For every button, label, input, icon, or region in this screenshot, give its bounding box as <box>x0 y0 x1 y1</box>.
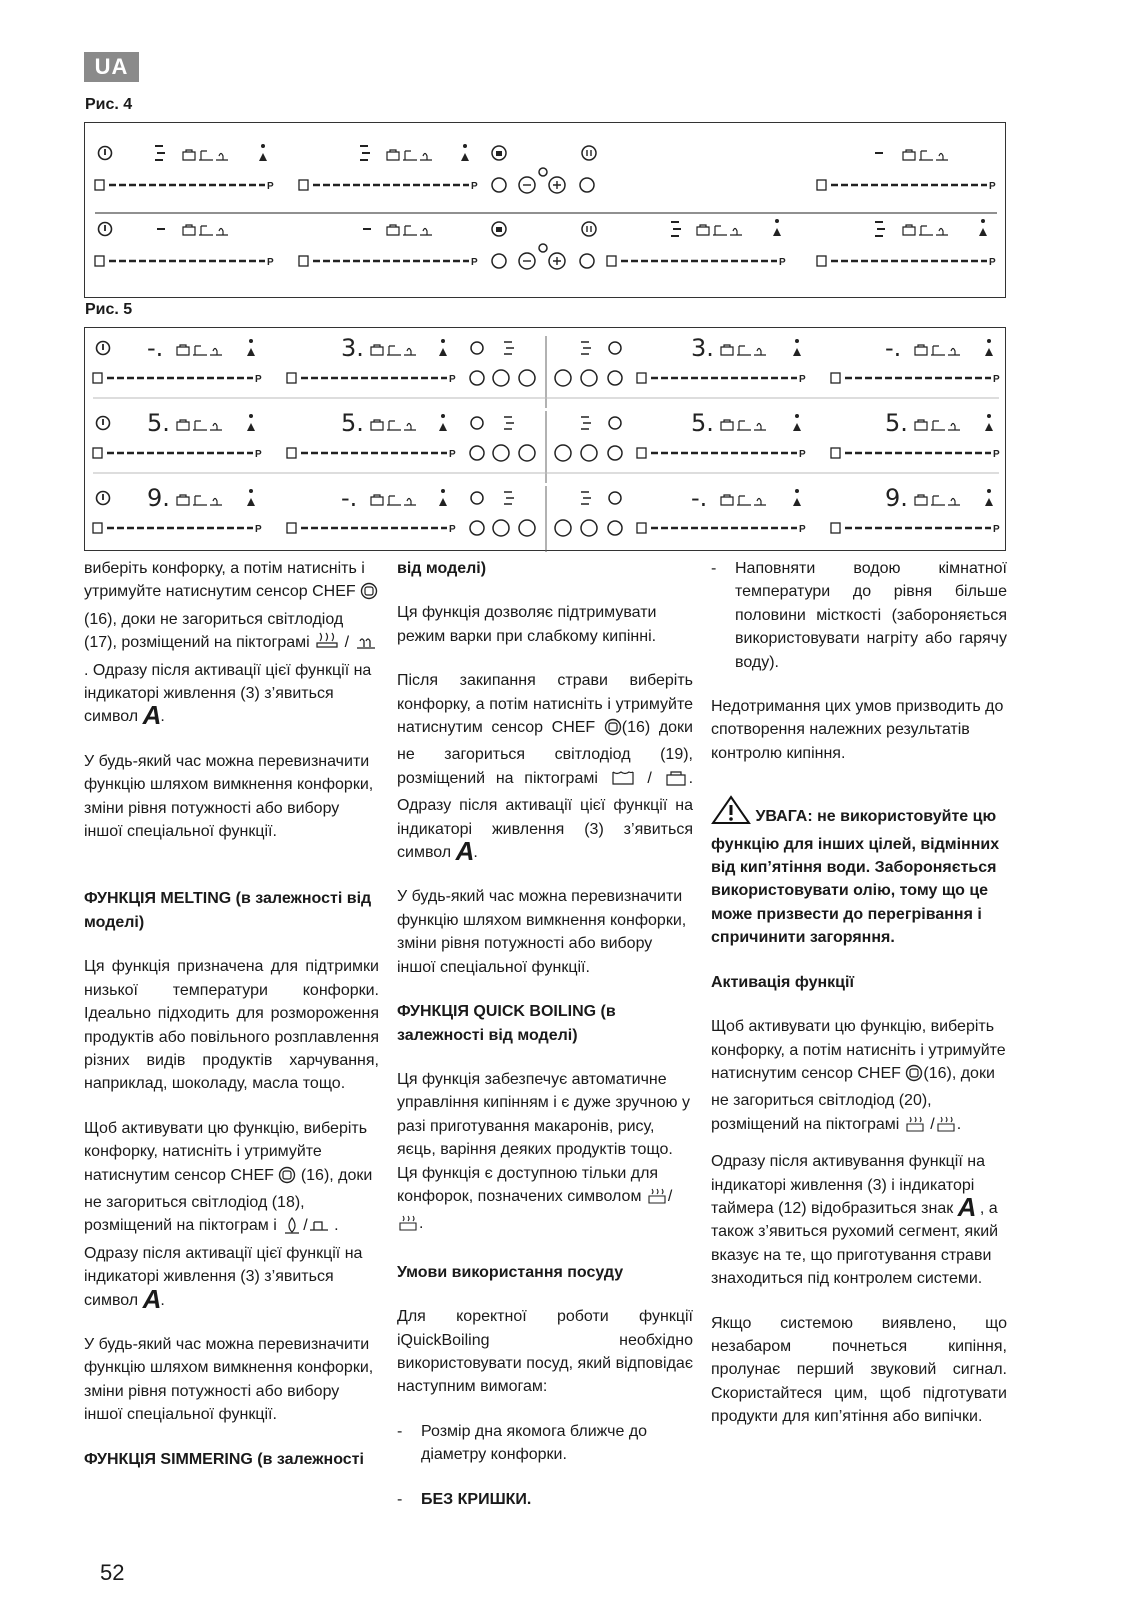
display-symbol-a: A <box>957 1191 976 1222</box>
zone-display: 5. <box>691 409 714 437</box>
melt-icon <box>216 229 228 236</box>
zone-display: 9. <box>885 484 908 512</box>
pan-icon <box>193 496 207 505</box>
timer-display <box>581 342 591 354</box>
page-number: 52 <box>100 1560 125 1585</box>
chef-sensor-icon <box>278 1166 296 1191</box>
zone-select-icon <box>637 448 646 458</box>
slider-p-label: P <box>449 374 456 385</box>
cookware-conditions-heading: Умови використання посуду <box>397 1263 624 1281</box>
pan-icon <box>931 346 945 355</box>
text: Одразу після активування функції на індикаторі живлення (3) і індикаторі таймера (12) відобразиться знак <box>711 1153 985 1217</box>
slider-p-label: P <box>255 524 262 535</box>
text: / <box>303 1217 308 1235</box>
melting-drop-icon <box>281 1216 303 1241</box>
text: Щоб активувати цю функцію, виберіть конфорку, а потім натисніть і утримуйте натиснутим сенсор CHEF <box>711 1018 1006 1082</box>
bullet-dash: - <box>711 560 717 577</box>
zone-select-icon <box>831 373 840 383</box>
pan-icon <box>199 226 213 235</box>
melt-icon <box>948 424 960 431</box>
melt-icon <box>210 349 222 356</box>
zone-select-icon <box>817 256 826 266</box>
boil-pot-icon <box>646 1187 668 1212</box>
booster-icon <box>439 498 447 506</box>
text-column-3 <box>711 557 1007 1450</box>
simmering-heading-continued: від моделі) <box>397 560 487 577</box>
menu-icon <box>580 254 594 268</box>
pot-icon <box>371 345 383 355</box>
slider-p-label: P <box>799 449 806 460</box>
zone-select-icon <box>287 373 296 383</box>
melt-icon <box>216 154 228 161</box>
quick-boiling-description <box>397 1068 693 1240</box>
melt-icon <box>210 499 222 506</box>
booster-icon <box>247 348 255 356</box>
booster-led <box>981 219 985 223</box>
zone-select-icon <box>287 523 296 533</box>
level-indicator <box>671 222 681 236</box>
slider-p-label: P <box>255 449 262 460</box>
booster-led <box>987 489 991 493</box>
boil-pot-icon-2 <box>935 1115 957 1140</box>
display-symbol-a: A <box>455 836 474 867</box>
zone-display: -. <box>147 334 164 362</box>
pause-icon <box>582 222 596 236</box>
text: Після закипання страви виберіть конфорку, а потім натисніть і утримуйте натиснутим сенсор CHEF <box>397 672 693 737</box>
pot-lid-icon <box>663 769 689 794</box>
pan-icon <box>387 421 401 430</box>
slider-p-label: P <box>799 524 806 535</box>
pan-icon <box>737 421 751 430</box>
pot-icon <box>903 225 915 235</box>
pan-icon <box>199 151 213 160</box>
display-symbol-a: A <box>142 700 161 731</box>
booster-icon <box>979 228 987 236</box>
text: (16), доки не загориться світлодіод (17), розміщений на піктограмі <box>84 610 344 652</box>
slider-p-label: P <box>993 374 1000 385</box>
slider-p-label: P <box>989 257 996 268</box>
pan-icon <box>713 226 727 235</box>
figure-4-panel <box>84 122 1006 298</box>
booster-led <box>249 489 253 493</box>
boil-pot-icon-2 <box>397 1214 419 1239</box>
timer-minus-icon <box>555 445 571 461</box>
menu-icon <box>608 371 622 385</box>
conditions-warning-paragraph: Недотримання цих умов призводить до спотворення належних результатів контролю кипіння. <box>711 698 1004 762</box>
text: (16), доки не загориться світлодіод (18), розміщений на піктограм і <box>84 1166 373 1235</box>
pot-icon <box>387 225 399 235</box>
zone-display: 5. <box>147 409 170 437</box>
booster-icon <box>247 498 255 506</box>
booster-led <box>795 489 799 493</box>
pause-icon <box>587 226 591 232</box>
text: . Одразу після активації цієї функції на індикаторі живлення (3) з’явиться символ <box>397 769 694 862</box>
melting-heading: ФУНКЦІЯ MELTING (в залежності від моделі) <box>84 890 372 931</box>
warning-triangle-icon <box>711 795 751 832</box>
booster-icon <box>793 498 801 506</box>
text: виберіть конфорку, а потім натисніть і утримуйте натиснутим сенсор CHEF <box>84 560 365 601</box>
chef-icon <box>470 521 484 535</box>
figure-4-drawing <box>85 123 1007 299</box>
cookware-requirements-intro: Для коректної роботи функції iQuickBoiling необхідно використовувати посуд, який відповідає наступним вимогам: <box>397 1308 693 1396</box>
zone-select-icon <box>607 256 616 266</box>
timer-plus-icon <box>519 370 535 386</box>
level-indicator <box>875 222 885 236</box>
slider-p-label: P <box>989 181 996 192</box>
slider-p-label: P <box>267 257 274 268</box>
booster-led <box>249 414 253 418</box>
timer-plus-icon <box>519 520 535 536</box>
slider-p-label: P <box>799 374 806 385</box>
requirement-item <box>711 557 1007 674</box>
timer-minus-icon <box>493 370 509 386</box>
text: (16), доки не загориться світлодіод (20), розміщений на піктограмі <box>711 1064 995 1133</box>
level-indicator <box>155 146 165 160</box>
slider-p-label: P <box>449 449 456 460</box>
pot-icon <box>183 150 195 160</box>
pot-icon <box>371 420 383 430</box>
booster-icon <box>985 498 993 506</box>
melt-icon <box>420 154 432 161</box>
text: . <box>473 844 478 862</box>
lock-icon <box>471 417 483 429</box>
menu-icon <box>580 178 594 192</box>
slider-p-label: P <box>267 181 274 192</box>
zone-select-icon <box>831 523 840 533</box>
override-paragraph-2: У будь-який час можна перевизначити функцію шляхом вимкнення конфорки, зміни рівня потужності або вибору іншої спеціальної функції. <box>84 1335 374 1424</box>
pan-icon <box>387 346 401 355</box>
zone-display: 3. <box>691 334 714 362</box>
booster-icon <box>439 348 447 356</box>
booster-icon <box>793 348 801 356</box>
text: / <box>647 769 652 787</box>
bullet-dash: - <box>397 1422 403 1440</box>
override-paragraph-3: У будь-який час можна перевизначити функцію шляхом вимкнення конфорки, зміни рівня потужності або вибору іншої спеціальної функції. <box>397 888 687 976</box>
timer-minus-icon <box>493 520 509 536</box>
timer-display <box>581 492 591 504</box>
override-paragraph: У будь-який час можна перевизначити функцію шляхом вимкнення конфорки, зміни рівня потужності або вибору іншої спеціальної функції. <box>84 752 374 841</box>
timer-display <box>504 417 514 429</box>
melt-icon <box>210 424 222 431</box>
boil-pot-icon <box>904 1115 926 1140</box>
melt-icon <box>404 499 416 506</box>
language-badge: UA <box>84 52 139 82</box>
booster-icon <box>793 423 801 431</box>
pan-icon <box>193 346 207 355</box>
simmering-activation-paragraph <box>397 669 694 867</box>
slider-p-label: P <box>255 374 262 385</box>
slider-p-label: P <box>993 449 1000 460</box>
figure-5-drawing <box>85 328 1007 552</box>
text: . <box>956 1115 962 1133</box>
zone-select-icon <box>299 256 308 266</box>
timer-plus-icon <box>581 520 597 536</box>
booster-icon <box>259 153 267 161</box>
melt-icon <box>420 229 432 236</box>
booster-icon <box>461 153 469 161</box>
text-column-2 <box>397 557 693 1532</box>
lock-icon <box>471 342 483 354</box>
zone-select-icon <box>831 448 840 458</box>
melt-icon <box>936 154 948 161</box>
booster-led <box>249 339 253 343</box>
lock-icon <box>471 492 483 504</box>
text: / <box>344 634 350 652</box>
melt-icon <box>730 229 742 236</box>
slider-p-label: P <box>471 257 478 268</box>
text: . <box>160 708 165 726</box>
pause-icon <box>609 417 621 429</box>
zone-select-icon <box>93 373 102 383</box>
pause-icon <box>582 146 596 160</box>
booster-led <box>441 339 445 343</box>
steam-pot-icon <box>314 631 340 658</box>
pot-icon <box>721 420 733 430</box>
pot-icon <box>177 420 189 430</box>
timer-plus-icon <box>553 181 561 189</box>
lock-icon <box>496 151 502 156</box>
timer-minus-icon <box>555 520 571 536</box>
chef-sensor-icon <box>905 1064 923 1089</box>
booster-icon <box>247 423 255 431</box>
slider-p-label: P <box>449 524 456 535</box>
figure-4-label: Рис. 4 <box>85 96 133 113</box>
zone-display: 5. <box>341 409 364 437</box>
timer-icon <box>539 168 547 176</box>
melt-icon <box>404 349 416 356</box>
warning-paragraph <box>711 795 1007 949</box>
booster-icon <box>439 423 447 431</box>
pan-icon <box>403 151 417 160</box>
timer-plus-icon <box>581 370 597 386</box>
text: . <box>160 1291 165 1309</box>
zone-select-icon <box>93 523 102 533</box>
zone-display: -. <box>691 484 708 512</box>
pan-icon <box>737 346 751 355</box>
zone-select-icon <box>817 180 826 190</box>
zone-select-icon <box>637 523 646 533</box>
simmering-description: Ця функція дозволяє підтримувати режим варки при слабкому кипінні. <box>397 604 657 645</box>
boiling-display-paragraph <box>711 1150 1007 1290</box>
zone-select-icon <box>95 256 104 266</box>
lock-icon <box>496 227 502 232</box>
pan-icon <box>403 226 417 235</box>
slider-p-label: P <box>993 524 1000 535</box>
melt-icon <box>754 499 766 506</box>
text: , а також з’явиться рухомий сегмент, який вказує на те, що приготування страви знаходиться під контролем системи. <box>711 1199 999 1288</box>
simmer-pot-icon <box>609 769 637 794</box>
timer-display <box>504 342 514 354</box>
text: Ця функція забезпечує автоматичне управління кипінням і є дуже зручною у разі приготування макаронів, рису, яєць, варіння деяких продуктів тощо. Ця функція є доступною тільки для конфорок, позначених символом <box>397 1070 690 1205</box>
figure-5-label: Рис. 5 <box>85 301 133 318</box>
booster-led <box>987 339 991 343</box>
chef-icon <box>492 254 506 268</box>
pot-icon <box>371 495 383 505</box>
text: Наповняти водою кімнатної температури до рівня більше половини місткості (забороняється використовувати нагріту або гарячу воду). <box>735 560 1007 671</box>
booster-led <box>463 144 467 148</box>
menu-icon <box>608 521 622 535</box>
zone-display: 5. <box>885 409 908 437</box>
requirement-item <box>397 1488 693 1511</box>
pan-icon <box>387 496 401 505</box>
booster-led <box>795 414 799 418</box>
text: . <box>419 1215 424 1233</box>
zone-display: 3. <box>341 334 364 362</box>
booster-led <box>261 144 265 148</box>
pan-icon <box>919 151 933 160</box>
text: БЕЗ КРИШКИ. <box>421 1490 532 1508</box>
melting-activation-paragraph <box>84 1117 379 1312</box>
slider-p-label: P <box>779 257 786 268</box>
timer-minus-icon <box>493 445 509 461</box>
zone-display: -. <box>341 484 358 512</box>
requirement-item <box>397 1420 693 1467</box>
simmering-heading: ФУНКЦІЯ SIMMERING (в залежності <box>84 1450 364 1468</box>
booster-led <box>987 414 991 418</box>
melt-icon <box>754 349 766 356</box>
pause-icon <box>587 150 591 156</box>
pan-icon <box>193 421 207 430</box>
zone-select-icon <box>93 448 102 458</box>
text: . Одразу після активації цієї функції на індикаторі живлення (3) з’явиться символ <box>84 661 372 726</box>
text: (16) доки не загориться світлодіод (19), розміщений на піктограмі <box>397 719 693 787</box>
zone-select-icon <box>287 448 296 458</box>
pot-icon <box>915 420 927 430</box>
text: УВАГА: не використовуйте цю функцію для інших цілей, відмінних від кип’ятіння води. Забороняється використовувати олію, тому що це може призвести до перегрівання і спричинити загоряння. <box>711 808 1000 947</box>
text: / <box>930 1115 935 1133</box>
pause-icon <box>609 492 621 504</box>
chef-icon <box>470 446 484 460</box>
timer-minus-icon <box>555 370 571 386</box>
timer-plus-icon <box>553 257 561 265</box>
pot-icon <box>915 345 927 355</box>
zone-select-icon <box>95 180 104 190</box>
text: . Одразу після активації цієї функції на індикаторі живлення (3) з’явиться символ <box>84 1217 363 1309</box>
zone-display: -. <box>885 334 902 362</box>
boiling-beep-paragraph: Якщо системою виявлено, що незабаром почнеться кипіння, пролунає перший звуковий сигнал. Скористайтеся цим, щоб підготувати продукти для кип’ятіння або випічки. <box>711 1314 1007 1426</box>
figure-5-panel <box>84 327 1006 551</box>
pot-icon <box>387 150 399 160</box>
activation-heading: Активація функції <box>711 973 854 991</box>
melt-icon <box>404 424 416 431</box>
pot-icon <box>697 225 709 235</box>
booster-led <box>795 339 799 343</box>
text: / <box>667 1187 673 1205</box>
text-column-1 <box>84 557 379 1492</box>
melting-description: Ця функція призначена для підтримки низької температури конфорки. Ідеально підходить для розмороження продуктів або повільного розплавлення різних видів продуктів харчування, наприклад, шоколаду, масла тощо. <box>84 958 379 1093</box>
pan-icon <box>931 421 945 430</box>
pot-icon <box>721 345 733 355</box>
slider-p-label: P <box>471 181 478 192</box>
melt-icon <box>754 424 766 431</box>
pan-icon <box>919 226 933 235</box>
quick-boiling-heading: ФУНКЦІЯ QUICK BOILING (в залежності від моделі) <box>397 1003 616 1044</box>
pot-icon <box>903 150 915 160</box>
pot-icon <box>915 495 927 505</box>
timer-plus-icon <box>519 445 535 461</box>
menu-icon <box>608 446 622 460</box>
bullet-dash: - <box>397 1490 403 1508</box>
zone-select-icon <box>299 180 308 190</box>
melt-icon <box>936 229 948 236</box>
chef-sensor-icon <box>360 582 378 607</box>
pot-icon <box>177 495 189 505</box>
booster-led <box>441 489 445 493</box>
booster-icon <box>773 228 781 236</box>
zone-display: 9. <box>147 484 170 512</box>
level-indicator <box>360 146 370 160</box>
timer-display <box>504 492 514 504</box>
timer-plus-icon <box>581 445 597 461</box>
booster-led <box>775 219 779 223</box>
booster-icon <box>985 348 993 356</box>
display-symbol-a: A <box>142 1283 161 1314</box>
melting-intro-paragraph <box>84 557 379 729</box>
boiling-activation-paragraph <box>711 1015 1007 1140</box>
pan-icon <box>737 496 751 505</box>
melting-pan-icon <box>308 1218 330 1241</box>
text: Щоб активувати цю функцію, виберіть конфорку, натисніть і утримуйте натиснутим сенсор CHEF <box>84 1119 368 1184</box>
pot-icon <box>183 225 195 235</box>
pause-icon <box>609 342 621 354</box>
booster-led <box>441 414 445 418</box>
melt-icon <box>948 349 960 356</box>
text: Розмір дна якомога ближче до діаметру конфорки. <box>421 1422 648 1464</box>
booster-icon <box>985 423 993 431</box>
pot-icon <box>177 345 189 355</box>
pot-icon <box>721 495 733 505</box>
zone-select-icon <box>637 373 646 383</box>
melt-pan-icon <box>354 635 378 658</box>
chef-sensor-icon <box>604 718 622 743</box>
melt-icon <box>948 499 960 506</box>
timer-icon <box>539 244 547 252</box>
chef-icon <box>470 371 484 385</box>
timer-display <box>581 417 591 429</box>
chef-icon <box>492 178 506 192</box>
pan-icon <box>931 496 945 505</box>
